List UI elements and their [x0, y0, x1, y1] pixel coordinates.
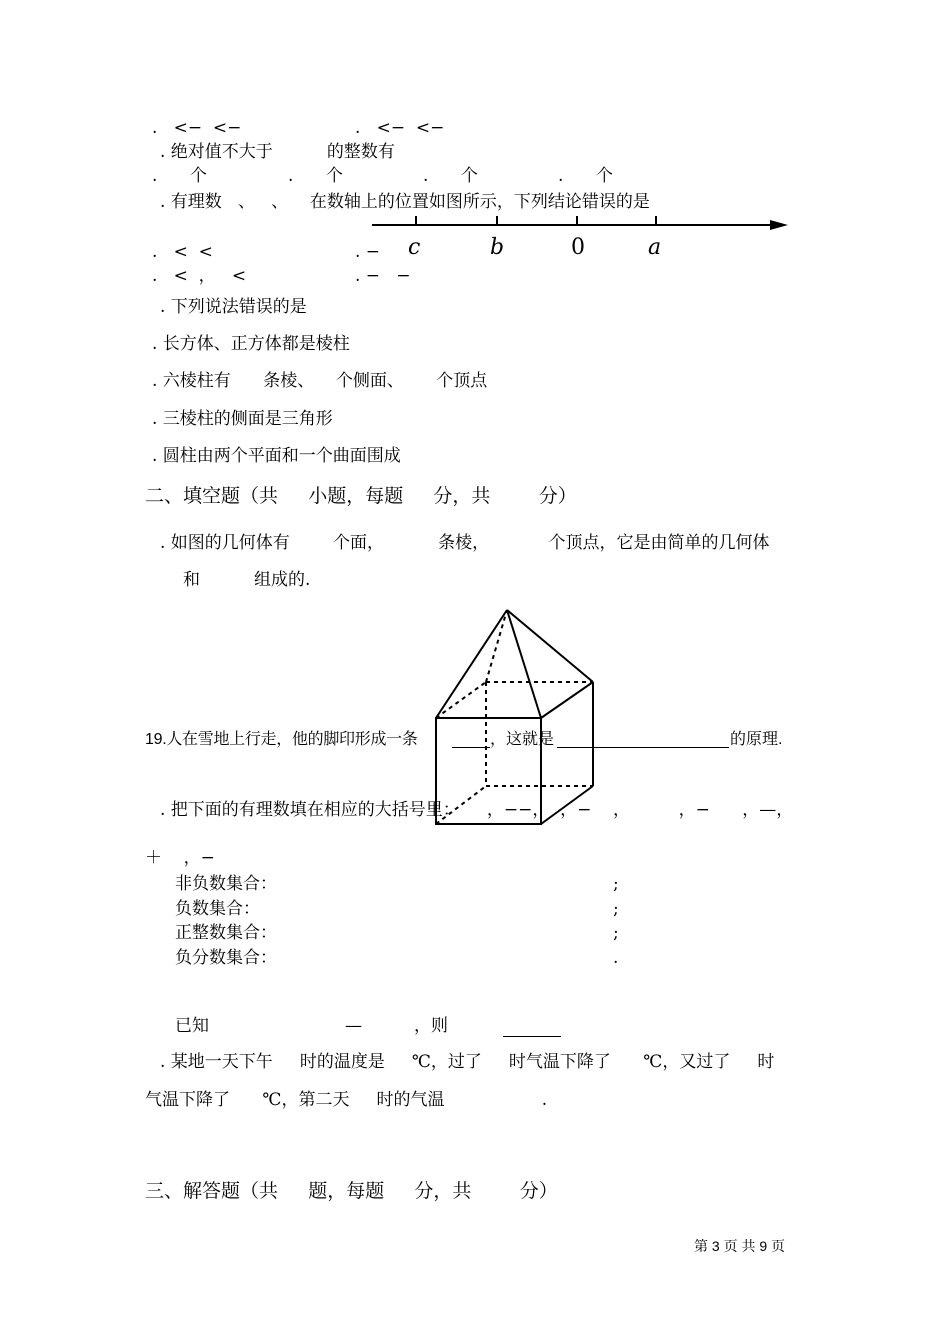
set-label: 负分数集合： [175, 948, 277, 968]
set-end: ; [613, 874, 619, 894]
question-stem: . 如图的几何体有 个面， 条棱， 个顶点，它是由简单的几何体 [160, 533, 770, 553]
option-c: . − [355, 242, 381, 262]
set-end: . [613, 948, 619, 968]
option-a: . < < [152, 242, 213, 262]
label-a: a [648, 235, 662, 260]
option-c: . 三棱柱的侧面是三角形 [152, 409, 333, 429]
label-zero: 0 [571, 235, 585, 260]
option-a: . <− <− [152, 118, 242, 138]
question-stem-cont: 气温下降了 ℃，第二天 时的气温 . [145, 1090, 548, 1110]
set-end: ; [613, 899, 619, 919]
option-a: . 长方体、正方体都是棱柱 [152, 334, 350, 354]
option-b: . 六棱柱有 条棱、 个侧面、 个顶点 [152, 371, 488, 391]
page-number: 第 3 页 共 9 页 [694, 1238, 786, 1254]
set-label: 非负数集合： [175, 874, 277, 894]
section-title: 二、填空题（共 小题，每题 分，共 分） [145, 485, 577, 507]
q19-prefix: 19.人在雪地上行走，他的脚印形成一条 [145, 731, 418, 748]
question-stem: . 某地一天下午 时的温度是 ℃，过了 时气温下降了 ℃，又过了 时 [160, 1052, 775, 1072]
q19-suffix: 的原理. [730, 731, 783, 748]
question-stem-cont: 和 组成的. [183, 570, 311, 590]
option-c: . 个 [423, 166, 478, 186]
label-b: b [490, 235, 505, 260]
option-d: . 圆柱由两个平面和一个曲面围成 [152, 446, 401, 466]
set-label: 正整数集合： [175, 923, 277, 943]
q19-middle: ，这就是 [490, 731, 555, 748]
question-stem: . 把下面的有理数填在相应的大括号里： ，−−， ，− ， ，− ，—， [160, 800, 794, 820]
option-d: . 个 [558, 166, 613, 186]
question-stem: . 绝对值不大于 的整数有 [160, 142, 395, 162]
question-stem: . 下列说法错误的是 [160, 297, 307, 317]
option-d: . − − [355, 266, 411, 286]
answer-blank [557, 747, 729, 748]
section-title: 三、解答题（共 题，每题 分，共 分） [145, 1180, 558, 1202]
then-label: ，则 [414, 1016, 448, 1036]
option-b: . <− <− [355, 118, 445, 138]
set-end: ; [613, 923, 619, 943]
question-stem: . 有理数 、 、 在数轴上的位置如图所示，下列结论错误的是 [160, 192, 650, 212]
answer-blank [503, 1036, 561, 1037]
question-stem-cont: ＋ ，− [145, 848, 215, 868]
known-label: 已知 [175, 1016, 209, 1036]
option-b: . < ， < [152, 266, 247, 286]
option-b: . 个 [288, 166, 343, 186]
set-label: 负数集合： [175, 899, 260, 919]
fraction-bar: — [345, 1016, 362, 1036]
option-a: . 个 [152, 166, 207, 186]
label-c: c [408, 235, 421, 260]
answer-blank [452, 747, 490, 748]
